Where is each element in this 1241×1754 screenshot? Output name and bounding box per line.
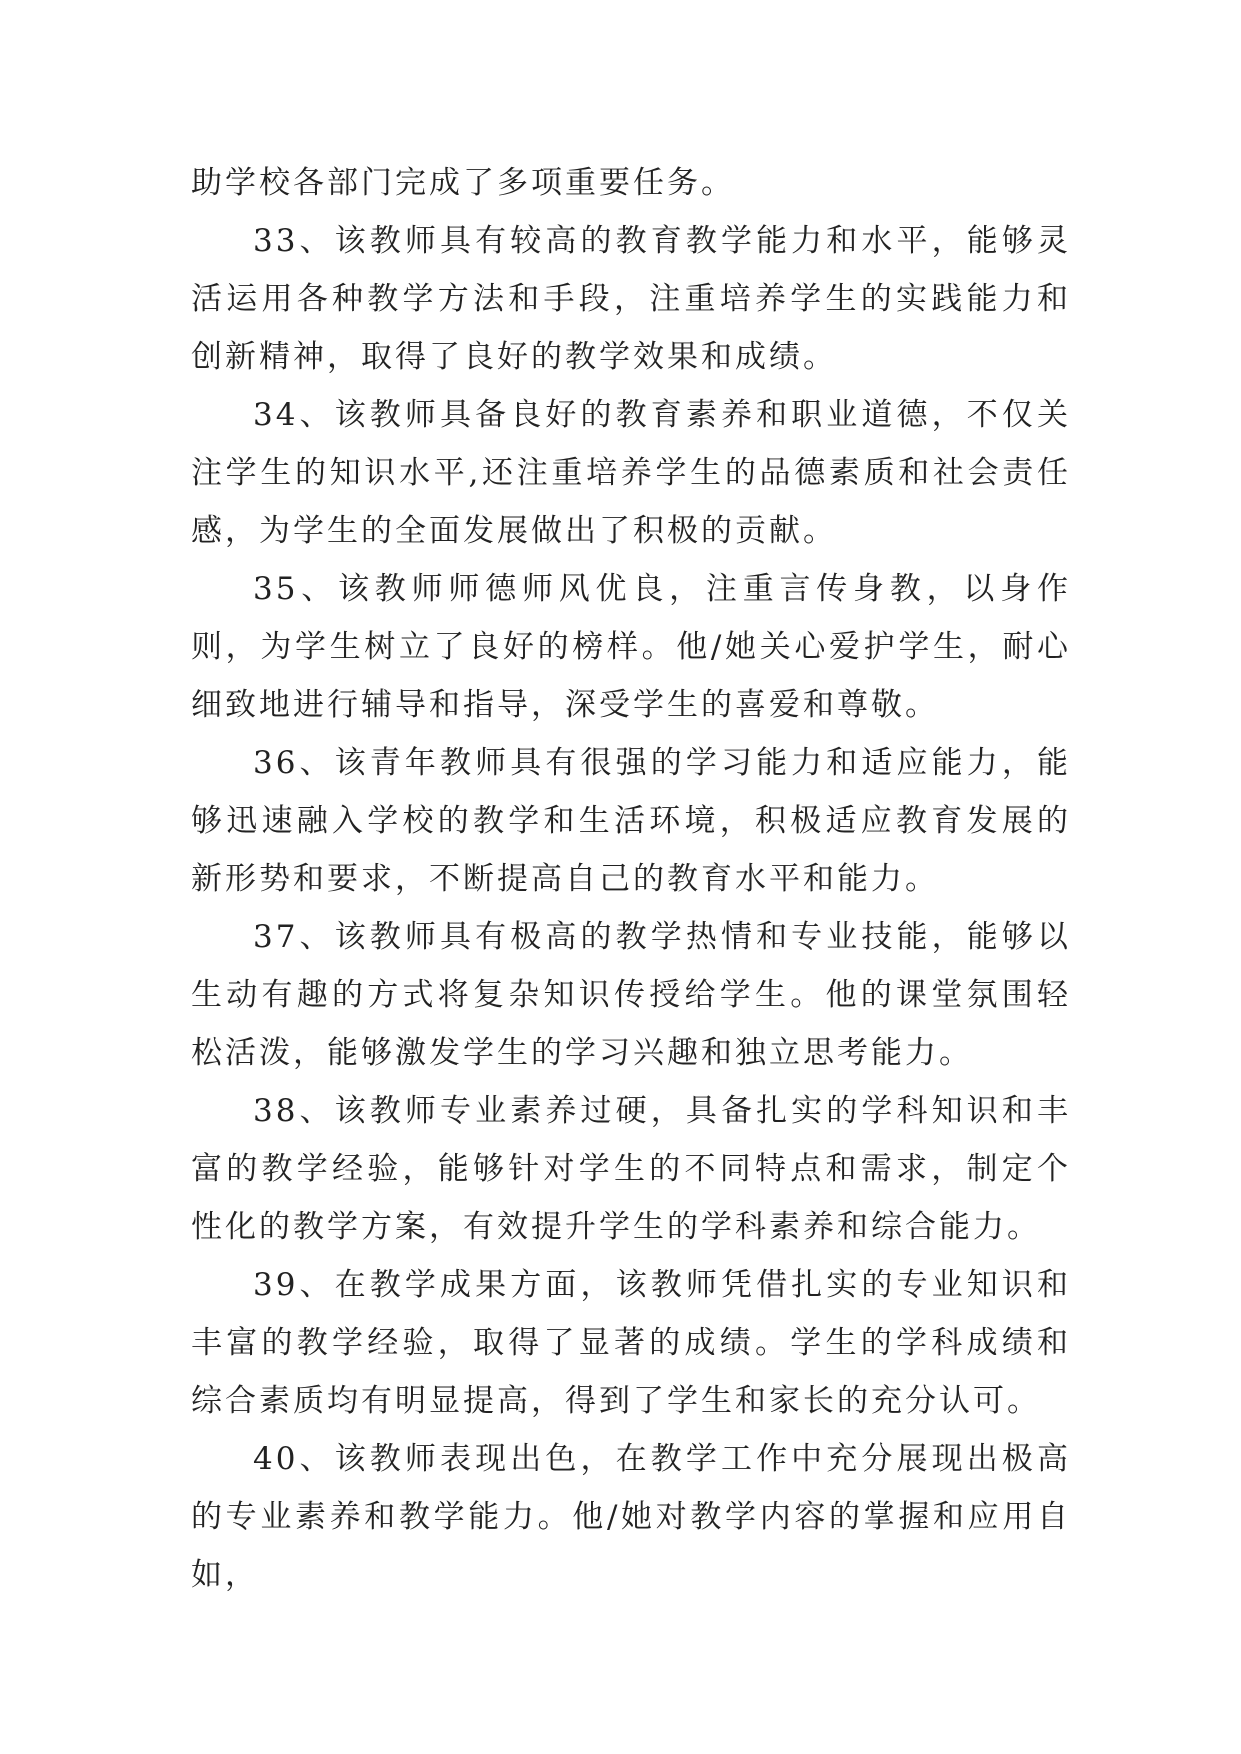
- document-body: [191, 154, 1071, 1604]
- paragraph-34: 34、该教师具备良好的教育素养和职业道德，不仅关注学生的知识水平,还注重培养学生的品德素质和社会责任感，为学生的全面发展做出了积极的贡献。: [191, 397, 1071, 549]
- paragraph-37: 37、该教师具有极高的教学热情和专业技能，能够以生动有趣的方式将复杂知识传授给学生。他的课堂氛围轻松活泼，能够激发学生的学习兴趣和独立思考能力。: [191, 919, 1071, 1071]
- paragraph-33: 33、该教师具有较高的教育教学能力和水平，能够灵活运用各种教学方法和手段，注重培养学生的实践能力和创新精神，取得了良好的教学效果和成绩。: [191, 223, 1071, 375]
- paragraph-38: 38、该教师专业素养过硬，具备扎实的学科知识和丰富的教学经验，能够针对学生的不同特点和需求，制定个性化的教学方案，有效提升学生的学科素养和综合能力。: [191, 1093, 1071, 1245]
- paragraph-36: 36、该青年教师具有很强的学习能力和适应能力，能够迅速融入学校的教学和生活环境，积极适应教育发展的新形势和要求，不断提高自己的教育水平和能力。: [191, 745, 1071, 897]
- paragraph-continuation: 助学校各部门完成了多项重要任务。: [191, 165, 735, 201]
- paragraph-40: 40、该教师表现出色，在教学工作中充分展现出极高的专业素养和教学能力。他/她对教学内容的掌握和应用自如，: [191, 1441, 1071, 1593]
- paragraph-35: 35、该教师师德师风优良，注重言传身教，以身作则，为学生树立了良好的榜样。他/她关心爱护学生，耐心细致地进行辅导和指导，深受学生的喜爱和尊敬。: [191, 571, 1071, 723]
- paragraph-39: 39、在教学成果方面，该教师凭借扎实的专业知识和丰富的教学经验，取得了显著的成绩。学生的学科成绩和综合素质均有明显提高，得到了学生和家长的充分认可。: [191, 1267, 1071, 1419]
